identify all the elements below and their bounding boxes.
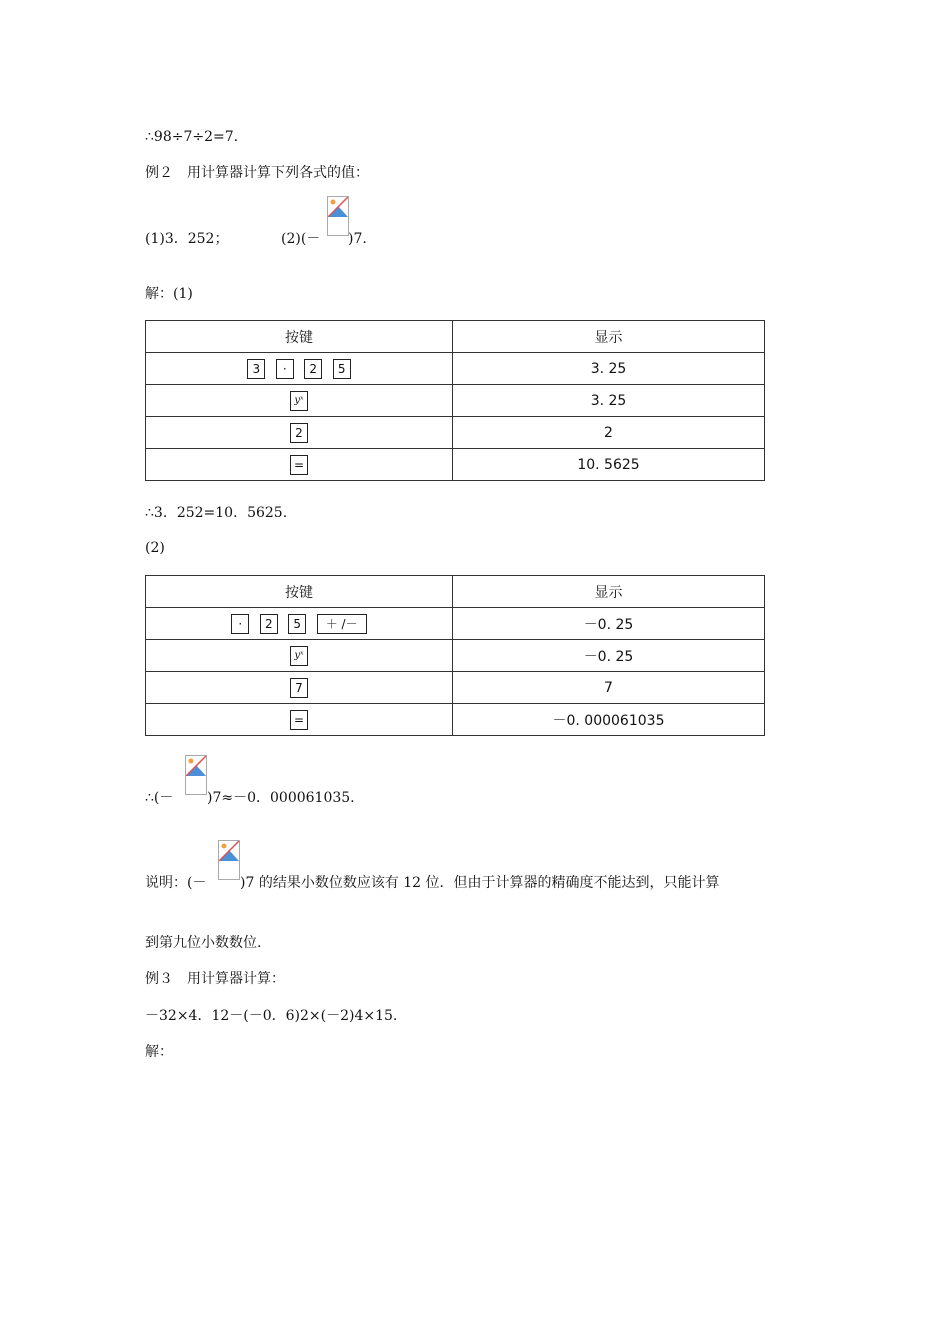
image-icon [219, 841, 239, 861]
note-start: 说明：(－ [145, 875, 207, 891]
note-end: )7 的结果小数位数应该有 12 位．但由于计算器的精确度不能达到，只能计算 [240, 875, 720, 891]
table-row [146, 385, 765, 417]
header-display: 显示 [453, 576, 765, 608]
image-icon [186, 756, 206, 776]
key-2: 2 [304, 359, 322, 379]
key-2: 2 [260, 614, 278, 634]
key-5: 5 [333, 359, 351, 379]
table-row [146, 449, 765, 481]
key-power: yˣ [290, 391, 308, 411]
key-2: 2 [290, 423, 308, 443]
display-cell: －0. 000061035 [453, 704, 765, 736]
fraction-image-placeholder [218, 840, 240, 880]
header-display: 显示 [453, 321, 765, 353]
table-header-row [146, 576, 765, 608]
key-power: yˣ [290, 646, 308, 666]
line-conclusion-2: ∴3．252=10．5625. [145, 505, 288, 521]
example-2-title: 例２ 用计算器计算下列各式的值： [145, 165, 369, 181]
line-conclusion-1: ∴98÷7÷2=7. [145, 129, 239, 145]
key-equals: = [290, 455, 308, 475]
display-cell: －0. 25 [453, 640, 765, 672]
key-5: 5 [288, 614, 306, 634]
key-3: 3 [247, 359, 265, 379]
table-row [146, 608, 765, 640]
keys-cell [146, 704, 453, 736]
key-equals: = [290, 710, 308, 730]
key-dot: · [276, 359, 294, 379]
display-cell: 7 [453, 672, 765, 704]
header-keys: 按键 [146, 321, 453, 353]
key-7: 7 [290, 678, 308, 698]
table-header-row [146, 321, 765, 353]
keys-cell [146, 385, 453, 417]
example-3-expression: －32×4．12－(－0．6)2×(－2)4×15. [145, 1008, 398, 1024]
display-cell: 2 [453, 417, 765, 449]
example-2-item-2-start: (2)(－ [281, 231, 321, 247]
key-dot: · [231, 614, 249, 634]
example-2-item-2-end: )7. [348, 231, 367, 247]
keys-cell [146, 672, 453, 704]
display-cell: －0. 25 [453, 608, 765, 640]
keys-cell [146, 353, 453, 385]
table-row [146, 704, 765, 736]
keys-cell [146, 417, 453, 449]
display-cell: 10. 5625 [453, 449, 765, 481]
fraction-image-placeholder [185, 755, 207, 795]
keys-table-1 [145, 320, 765, 481]
line-conclusion-3-end: )7≈－0．000061035. [207, 790, 355, 806]
keys-cell [146, 640, 453, 672]
keys-table-2 [145, 575, 765, 736]
fraction-image-placeholder [327, 196, 349, 236]
table-row [146, 672, 765, 704]
table-row [146, 640, 765, 672]
solution-2-label: (2) [145, 540, 165, 556]
display-cell: 3. 25 [453, 353, 765, 385]
example-2-item-1: (1)3．252； [145, 231, 229, 247]
note-continued: 到第九位小数数位. [145, 935, 262, 951]
image-icon [328, 197, 348, 217]
table-row [146, 417, 765, 449]
solution-1-label: 解：(1) [145, 286, 193, 302]
keys-cell [146, 449, 453, 481]
solution-label: 解： [145, 1044, 173, 1060]
key-plus-minus: ＋ /－ [317, 614, 367, 634]
display-cell: 3. 25 [453, 385, 765, 417]
table-row [146, 353, 765, 385]
line-conclusion-3-start: ∴(－ [145, 790, 174, 806]
example-3-title: 例３ 用计算器计算： [145, 971, 285, 987]
keys-cell [146, 608, 453, 640]
header-keys: 按键 [146, 576, 453, 608]
